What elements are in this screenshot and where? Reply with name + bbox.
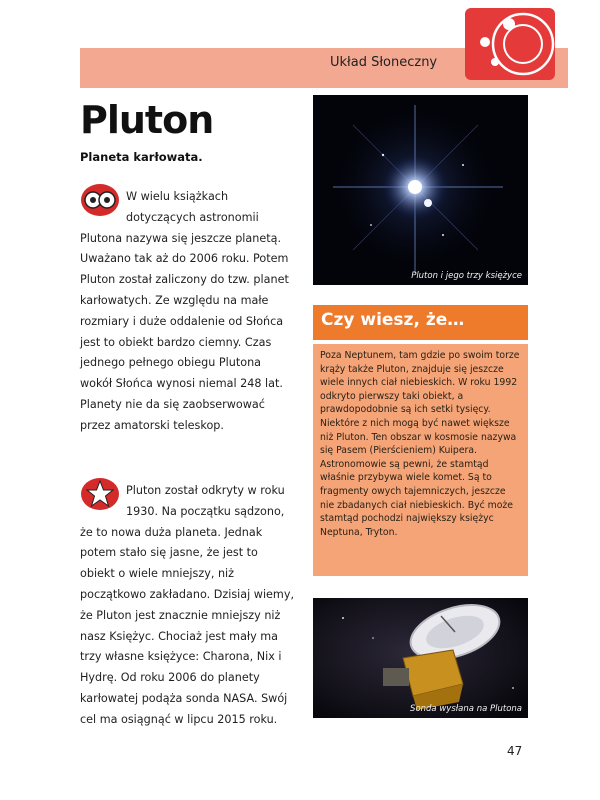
- page-title: Pluton: [80, 98, 214, 142]
- pluto-photo-caption: Pluton i jego trzy księżyce: [411, 271, 522, 281]
- fact-box-heading: [313, 305, 528, 340]
- star-badge-icon: [80, 476, 120, 512]
- probe-photo-caption: Sonda wysłana na Plutona: [410, 704, 522, 714]
- article-paragraph-text: W wielu książkach dotyczących astronomii Plutona nazywa się jeszcze planetą. Uważano tak aż do 2006 roku. Potem Pluton został zaliczony do tzw. planet karłowatych. Ze względu na małe rozmiary i duże oddalenie od Słońca jest to obiekt bardzo ciemny. Czas jednego pełnego obiegu Plutona wokół Słońca wynosi niemal 248 lat. Planety nie da się zaobserwować przez amatorski teleskop.: [80, 190, 289, 432]
- article-paragraph-text: Pluton został odkryty w roku 1930. Na początku sądzono, że to nowa duża planeta. Jednak potem stało się jasne, że jest to obiekt o wiele mniejszy, niż początkowo zakładano. Dzisiaj wiemy, że Pluton jest znacznie mniejszy niż nasz Księżyc. Chociaż jest mały ma trzy własne księżyce: Charona, Nix i Hydrę. Od roku 2006 do planety karłowatej podąża sonda NASA. Swój cel ma osiągnąć w lipcu 2015 roku.: [80, 484, 295, 726]
- pluto-photo: [313, 95, 528, 285]
- book-icon: [80, 182, 120, 218]
- page-subtitle: Planeta karłowata.: [80, 150, 203, 164]
- space-probe-photo: [313, 598, 528, 718]
- article-paragraph: [80, 187, 294, 437]
- page-number: 47: [507, 744, 523, 758]
- fact-box-body: Poza Neptunem, tam gdzie po swoim torze krąży także Pluton, znajduje się jeszcze wiele innych ciał niebieskich. W roku 1992 odkryto pierwszy taki obiekt, a prawdopodobnie są ich setki tysięcy. Niektóre z nich mogą być nawet większe niż Pluton. Ten obszar w kosmosie nazywa się Pasem (Pierścieniem) Kuipera. Astronomowie są pewni, że stamtąd właśnie przybywa wiele komet. Są to fragmenty owych tajemniczych, jeszcze nie zbadanych ciał niebieskich. Być może stamtąd pochodzi największy księżyc Neptuna, Tryton.: [313, 344, 528, 576]
- planet-orbit-badge-icon: [465, 8, 555, 80]
- section-title: Układ Słoneczny: [330, 55, 438, 70]
- fact-box-heading-text: Czy wiesz, że…: [321, 310, 465, 330]
- article-paragraph: [80, 481, 294, 731]
